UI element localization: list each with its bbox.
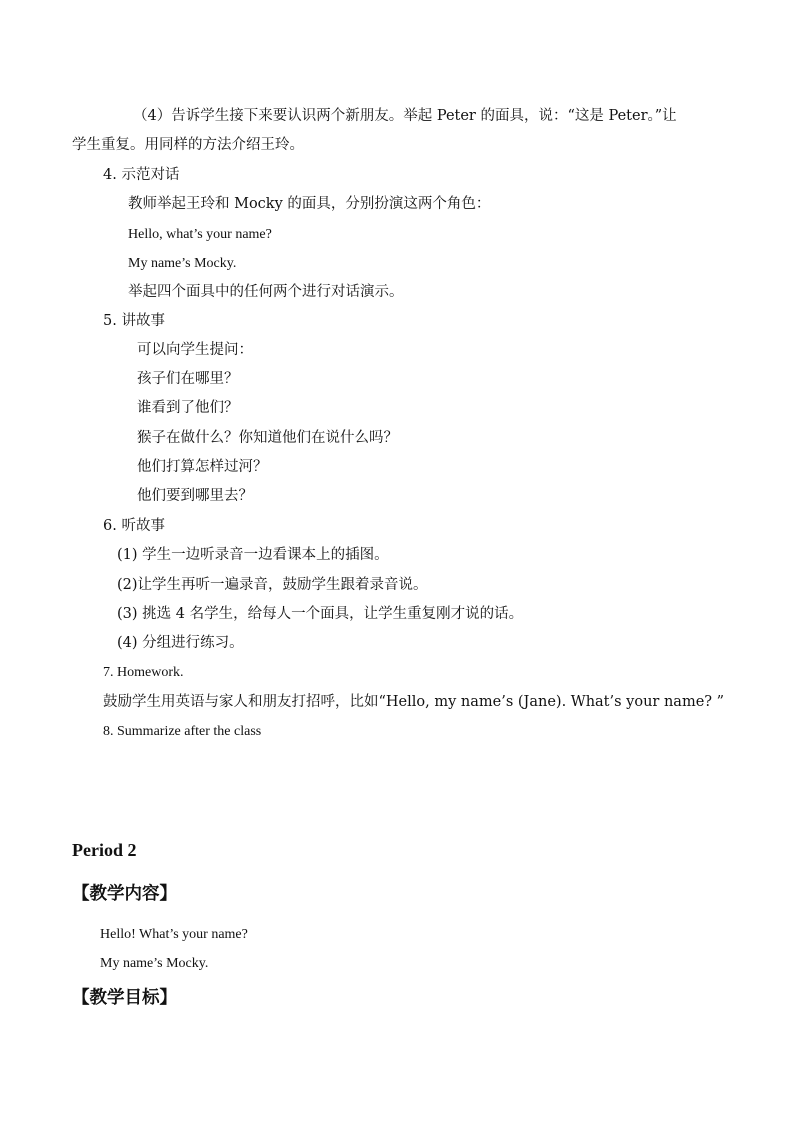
step4-line: 举起四个面具中的任何两个进行对话演示。 — [128, 284, 404, 300]
step4-line: Hello, what’s your name? — [128, 227, 272, 242]
step5-line: 谁看到了他们？ — [137, 400, 239, 416]
step4-heading: 4. 示范对话 — [103, 167, 180, 183]
step4-line: 教师举起王玲和 Mocky 的面具，分别扮演这两个角色： — [128, 196, 491, 212]
content-line: Hello! What’s your name? — [100, 927, 248, 942]
step8-heading: 8. Summarize after the class — [103, 724, 262, 739]
period2-title: Period 2 — [72, 840, 137, 860]
step6-line: (2)让学生再听一遍录音，鼓励学生跟着录音说。 — [117, 577, 428, 593]
step6-line: (3) 挑选 4 名学生，给每人一个面具，让学生重复刚才说的话。 — [117, 606, 524, 622]
step4-line: My name’s Mocky. — [128, 256, 237, 271]
step6-line: (1) 学生一边听录音一边看课本上的插图。 — [117, 547, 389, 563]
step7-line: 鼓励学生用英语与家人和朋友打招呼，比如“Hello, my name’s (Jane). What’s your name? ” — [103, 694, 725, 710]
item4-line1: （4）告诉学生接下来要认识两个新朋友。举起 Peter 的面具，说：“这是 Peter。”让 — [133, 108, 677, 124]
step5-line: 孩子们在哪里？ — [137, 371, 239, 387]
step6-heading: 6. 听故事 — [103, 518, 165, 534]
item4-line2: 学生重复。用同样的方法介绍王玲。 — [72, 137, 304, 153]
step5-line: 可以向学生提问： — [137, 342, 253, 358]
step5-heading: 5. 讲故事 — [103, 313, 165, 329]
step7-heading: 7. Homework. — [103, 665, 184, 680]
content-heading: 【教学内容】 — [72, 884, 177, 904]
step5-line: 他们打算怎样过河？ — [137, 459, 268, 475]
step6-line: (4) 分组进行练习。 — [117, 635, 244, 651]
content-line: My name’s Mocky. — [100, 956, 209, 971]
goals-heading: 【教学目标】 — [72, 988, 177, 1008]
step5-line: 他们要到哪里去？ — [137, 488, 253, 504]
step5-line: 猴子在做什么？你知道他们在说什么吗？ — [137, 430, 398, 446]
